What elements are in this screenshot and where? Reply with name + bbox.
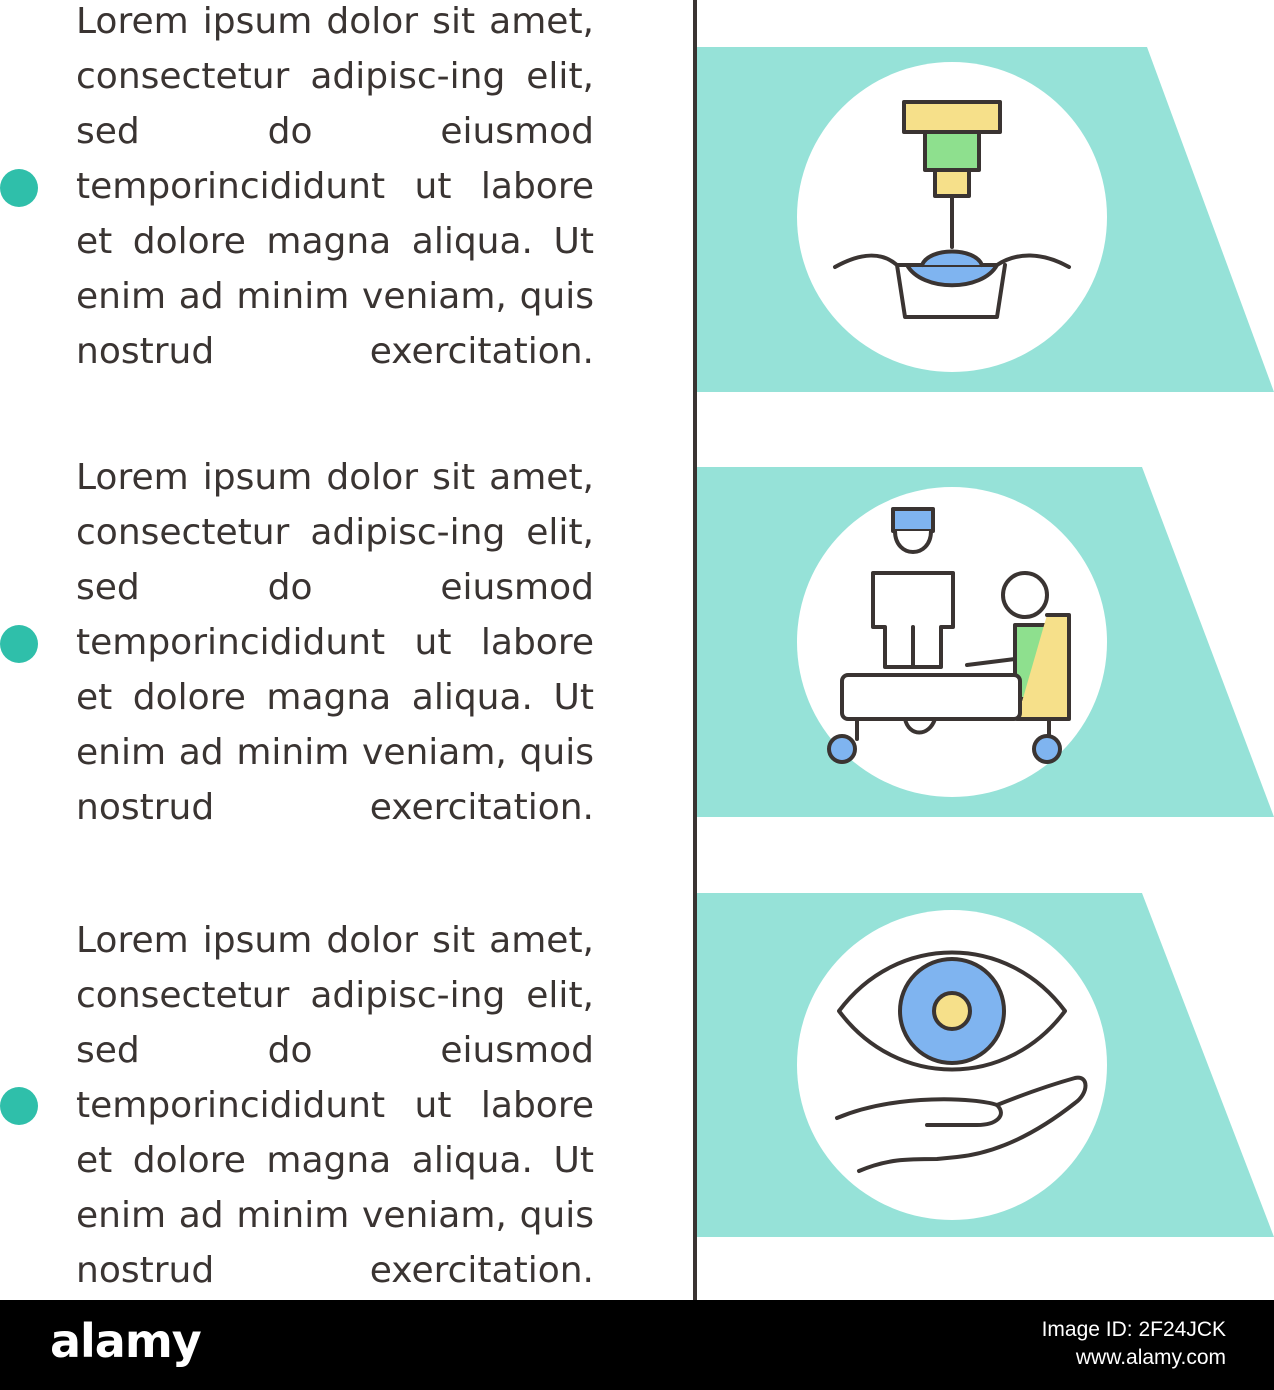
image-id: Image ID: 2F24JCK [1041,1318,1226,1341]
site-url: www.alamy.com [1075,1346,1226,1369]
icon-panel-2 [697,467,1274,817]
bullet-dot-1 [0,169,38,207]
icon-panel-3 [697,893,1274,1237]
image-id-label [1042,1316,1226,1372]
text-block-2: Lorem ipsum dolor sit amet, consectetur adipisc-ing elit, sed do eiusmod temporincididunt ut labore et dolore magna aliqua. Ut enim ad minim veniam, quis nostrud exercitation. [76,457,594,828]
watermark-footer [0,1300,1274,1390]
text-block-1: Lorem ipsum dolor sit amet, consectetur adipisc-ing elit, sed do eiusmod temporincididunt ut labore et dolore magna aliqua. Ut enim ad minim veniam, quis nostrud exercitation. [76,1,594,372]
text-block-3: Lorem ipsum dolor sit amet, consectetur adipisc-ing elit, sed do eiusmod temporincididunt ut labore et dolore magna aliqua. Ut enim ad minim veniam, quis nostrud exercitation. [76,920,594,1291]
brand-logo: alamy [50,1314,201,1368]
icon-panel-1 [697,47,1274,392]
bullet-dot-2 [0,625,38,663]
bullet-dot-3 [0,1087,38,1125]
